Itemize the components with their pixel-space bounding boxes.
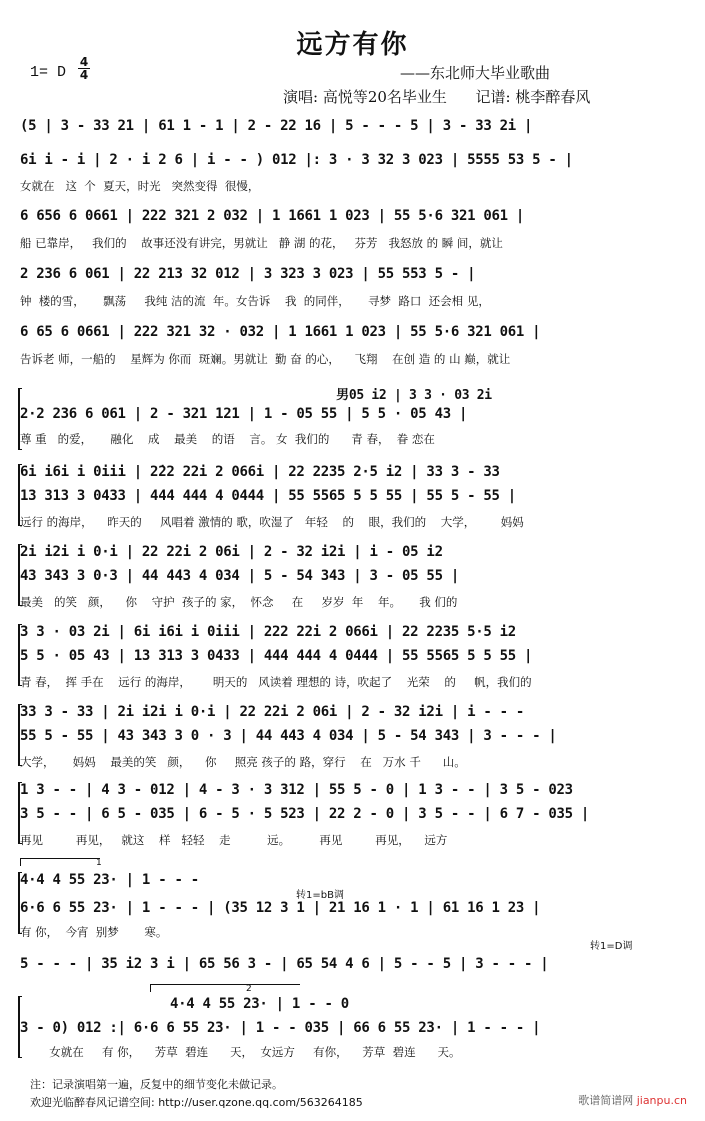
- volta-number-1: 1: [96, 858, 102, 868]
- lyric-line: 告诉老 师，一船的 星辉为 你而 斑斓。男就让 勤 奋 的心， 飞翔 在创 造 的 山 巅，就让: [20, 352, 511, 366]
- notation-line: 5 - - - | 35 i2 3 i | 65 56 3 - | 65 54 4 6 | 5 - - 5 | 3 - - - |: [20, 956, 549, 972]
- upper-voice-line: 4·4 4 55 23· | 1 - - -: [20, 872, 199, 888]
- notation-line: 3 - 0) 012 :| 6·6 6 55 23· | 1 - - 035 | 66 6 55 23· | 1 - - - |: [20, 1020, 541, 1036]
- lyric-line: 最美 的笑 颜， 你 守护 孩子的 家， 怀念 在 岁岁 年 年。 我 们的: [20, 595, 458, 609]
- song-title: 远方有你: [296, 30, 409, 60]
- notation-line: 6·6 6 55 23· | 1 - - - | (35 12 3 1 | 21 16 1 · 1 | 61 16 1 23 |: [20, 900, 541, 916]
- lyric-line: 钟 楼的雪， 飘荡 我纯 洁的流 年。女告诉 我 的同伴， 寻梦 路口 还会相 见，: [20, 294, 490, 308]
- lyric-line: 有 你， 今宵 别梦 寒。: [20, 925, 168, 939]
- notation-line: 6 656 6 0661 | 222 321 2 032 | 1 1661 1 023 | 55 5·6 321 061 |: [20, 208, 524, 224]
- upper-voice-line: 4·4 4 55 23· | 1 - - 0: [170, 996, 349, 1012]
- upper-voice-line: 6i i6i i 0iii | 2̇22 22i 2 066i | 22 2235 2·5 i2 | 33 3 - 33: [20, 464, 500, 480]
- time-signature: [78, 56, 90, 81]
- upper-voice-line: 2i i2i i 0·i | 22 22i 2 06i | 2 - 32 i2i | i - 05 i2: [20, 544, 443, 560]
- lyric-line: 船 已靠岸， 我们的 故事还没有讲完，男就让 静 湖 的花， 芬芳 我怒放 的 瞬 间，就让: [20, 236, 503, 250]
- upper-voice-line: 男05 i2 | 3 3 · 03 2i: [20, 388, 492, 403]
- lyric-line: 尊 重 的爱， 融化 成 最美 的语 言。 女 我们的 青 春， 眷 恋在: [20, 432, 435, 446]
- lyric-line: 女就在 这 个 夏天，时光 突然变得 很慢，: [20, 179, 260, 193]
- lyric-line: 女就在 有 你， 芳草 碧连 天， 女远方 有你， 芳草 碧连 天。: [20, 1045, 461, 1059]
- notation-line: 5 5 · 05 43 | 13 313 3 0433 | 444 444 4 0444 | 55 5565 5 5 55 |: [20, 648, 533, 664]
- modulation-note: 转1=bB调: [296, 890, 344, 901]
- notation-line: 2 236 6 061 | 22 213 32 012 | 3 323 3 023 | 55 553 5 - |: [20, 266, 476, 282]
- lyric-line: 远行 的海岸， 昨天的 风唱着 激情的 歌，吹湿了 年轻 的 眼，我们的 大学， 妈妈: [20, 515, 524, 529]
- lyric-line: 青 春， 挥 手在 远行 的海岸， 明天的 风读着 理想的 诗，吹起了 光荣 的 帆，我们的: [20, 675, 532, 689]
- song-subtitle: ——东北师大毕业歌曲: [400, 64, 551, 82]
- modulation-note: 转1=D调: [590, 941, 633, 952]
- notation-line: 2·2 236 6 061 | 2 - 321 121 | 1 - 05 55 | 5 5 · 05 43 |: [20, 406, 468, 422]
- volta-number-2: 2: [246, 984, 252, 994]
- notation-line: 3 5 - - | 6 5 - 035 | 6 - 5 · 5 523 | 22 2 - 0 | 3 5 - - | 6 7 - 035 |: [20, 806, 590, 822]
- song-credits: 演唱: 高悦等20名毕业生 记谱: 桃李醉春风: [283, 88, 591, 106]
- notation-line: 13 313 3 0433 | 444 444 4 0444 | 55 5565 5 5 55 | 55 5 - 55 |: [20, 488, 516, 504]
- watermark-domain: jianpu.cn: [636, 1094, 687, 1107]
- footer-note: 注：记录演唱第一遍，反复中的细节变化未做记录。: [30, 1078, 283, 1091]
- volta-bracket-2: [150, 984, 300, 992]
- notation-line: (5 | 3 - 33 21 | 61 1 - 1 | 2 - 22 16 | 5 - - - 5 | 3 - 33 2i |: [20, 118, 533, 134]
- key-signature: 1= D: [30, 64, 67, 81]
- time-signature-top: 4: [79, 55, 89, 69]
- lyric-line: 大学， 妈妈 最美的笑 颜， 你 照亮 孩子的 路，穿行 在 万水 千 山。: [20, 755, 466, 769]
- volta-bracket-1: [20, 858, 100, 866]
- notation-line: 6 65 6 0661 | 222 321 32 · 032 | 1 1661 1 023 | 55 5·6 321 061 |: [20, 324, 541, 340]
- upper-voice-line: 3 3 · 03 2i | 6i i6i i 0iii | 222 22i 2 066i | 22 2235 5·5 i2: [20, 624, 516, 640]
- watermark-name: 歌谱简谱网: [578, 1094, 634, 1107]
- footer-link[interactable]: 欢迎光临醉春风记谱空间: http://user.qzone.qq.com/563264185: [30, 1096, 363, 1109]
- site-watermark: [578, 1092, 687, 1108]
- notation-line: 55 5 - 55 | 43 343 3 0 · 3 | 44 443 4 034 | 5 - 54 343 | 3 - - - |: [20, 728, 557, 744]
- time-signature-bottom: 4: [79, 68, 89, 82]
- upper-voice-line: 33 3 - 33 | 2i i2i i 0·i | 22 22i 2 06i | 2 - 32 i2i | i - - -: [20, 704, 524, 720]
- notation-line: 6i i - i | 2 · i 2 6 | i - - ) 012 |: 3 · 3 32 3 023 | 5555 53 5 - |: [20, 152, 573, 168]
- lyric-line: 再见 再见， 就这 样 轻轻 走 远。 再见 再见， 远方: [20, 833, 448, 847]
- notation-line: 43 343 3 0·3 | 44 443 4 034 | 5 - 54 343 | 3 - 05 55 |: [20, 568, 459, 584]
- upper-voice-line: 1 3 - - | 4 3 - 012 | 4 - 3 · 3 312 | 55 5 - 0 | 1 3 - - | 3 5 - 023: [20, 782, 573, 798]
